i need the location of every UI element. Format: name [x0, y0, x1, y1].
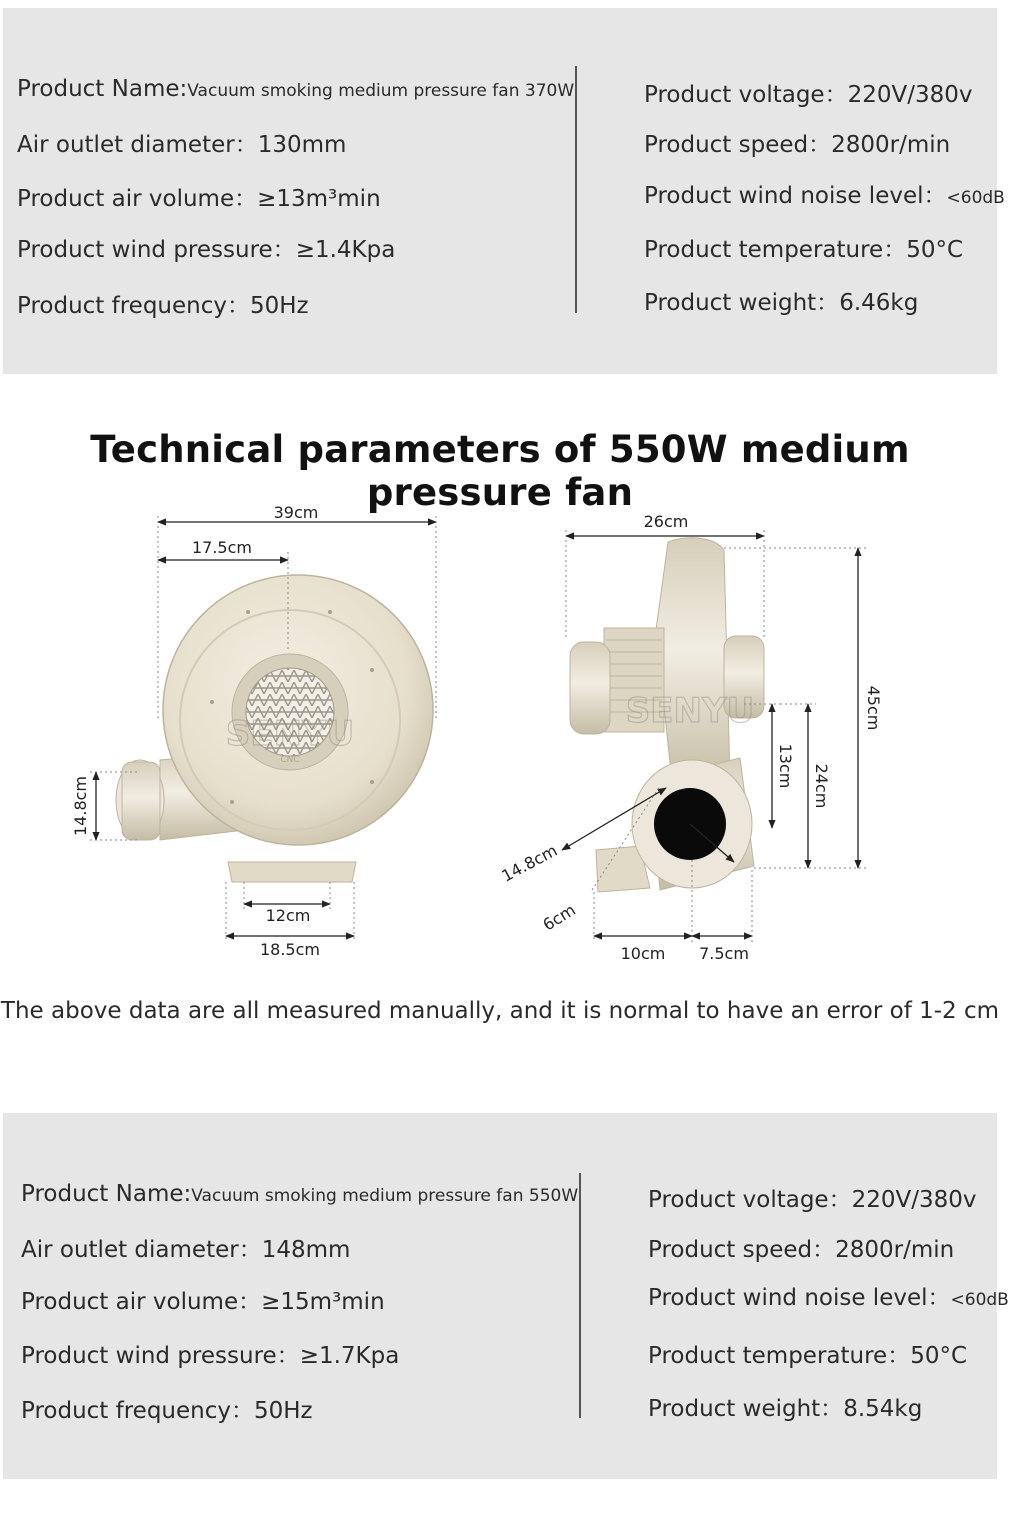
svg-text:CNC: CNC — [280, 755, 300, 765]
side-view — [498, 512, 883, 963]
spec-temperature: Product temperature：50°C — [648, 1343, 968, 1369]
spec-air-volume: Product air volume：≥13m³min — [17, 186, 381, 212]
section-title: Technical parameters of 550W medium pressure fan — [90, 428, 910, 514]
spec-air-volume: Product air volume：≥15m³min — [21, 1289, 385, 1315]
watermark-side: SENYU — [625, 691, 755, 731]
dim-label-side-outlet-diameter: 14.8cm — [498, 840, 561, 886]
spec-product-name: Product Name:Vacuum smoking medium pressure fan 370W — [17, 76, 575, 102]
spec-outlet-diameter: Air outlet diameter：130mm — [17, 132, 347, 158]
front-base — [228, 862, 356, 882]
spec-weight: Product weight：6.46kg — [644, 290, 919, 316]
dim-label-front-base-outer: 18.5cm — [259, 940, 321, 959]
spec-noise-level: Product wind noise level：<60dB — [648, 1285, 1009, 1311]
dim-label-side-base: 24cm — [812, 763, 831, 809]
dim-label-front-offset: 17.5cm — [191, 538, 253, 557]
spec-panel-370w — [3, 8, 1005, 374]
spec-noise-level: Product wind noise level：<60dB — [644, 183, 1005, 209]
front-view — [71, 503, 436, 959]
dim-label-side-center: 13cm — [776, 743, 795, 789]
side-volute — [656, 538, 730, 788]
spec-outlet-diameter: Air outlet diameter：148mm — [21, 1237, 351, 1263]
side-motor-cap — [570, 642, 610, 734]
fan-dimension-diagram — [0, 490, 1000, 970]
dim-label-side-width: 26cm — [643, 512, 689, 531]
dim-label-front-base-inner: 12cm — [265, 906, 311, 925]
spec-frequency: Product frequency：50Hz — [21, 1398, 313, 1424]
spec-speed: Product speed：2800r/min — [644, 132, 951, 158]
column-divider — [575, 66, 577, 313]
dim-label-front-width: 39cm — [273, 503, 319, 522]
dim-label-front-outlet: 14.8cm — [71, 775, 90, 837]
spec-weight: Product weight：8.54kg — [648, 1396, 923, 1422]
spec-voltage: Product voltage：220V/380v — [648, 1187, 977, 1213]
spec-speed: Product speed：2800r/min — [648, 1237, 955, 1263]
column-divider — [579, 1173, 581, 1418]
dim-label-side-outlet-depth: 7.5cm — [699, 944, 749, 963]
spec-wind-pressure: Product wind pressure：≥1.7Kpa — [21, 1343, 400, 1369]
watermark: SENYU — [225, 714, 355, 754]
dim-label-side-inlet: 6cm — [539, 900, 579, 935]
dim-label-side-base-depth: 10cm — [620, 944, 666, 963]
front-outlet-flange — [122, 762, 160, 840]
spec-voltage: Product voltage：220V/380v — [644, 82, 973, 108]
spec-temperature: Product temperature：50°C — [644, 237, 964, 263]
spec-wind-pressure: Product wind pressure：≥1.4Kpa — [17, 237, 396, 263]
measurement-note: The above data are all measured manually, and it is normal to have an error of 1-2 cm — [0, 998, 1000, 1024]
dim-label-side-height: 45cm — [864, 685, 883, 731]
spec-panel-550w — [3, 1113, 1009, 1479]
spec-product-name: Product Name:Vacuum smoking medium pressure fan 550W — [21, 1181, 579, 1207]
spec-frequency: Product frequency：50Hz — [17, 293, 309, 319]
